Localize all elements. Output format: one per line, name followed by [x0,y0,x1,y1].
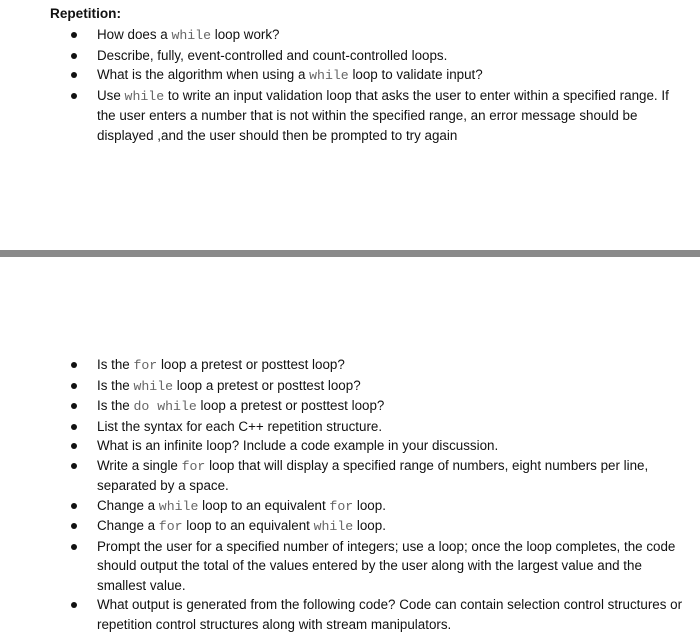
list-item [0,46,700,66]
code-keyword: while [313,519,354,534]
list-item [0,537,700,596]
code-keyword: while [171,28,212,43]
item-text: loop work? [211,27,280,42]
item-text: loop a pretest or posttest loop? [173,377,361,393]
list-item [0,417,700,437]
list-item [0,376,700,397]
bullet-icon [71,503,77,509]
item-text: loop that will display a specified range of numbers, eight numbers per line, separated by a space. [97,457,649,493]
list-item [0,355,700,376]
item-text: Change a [97,518,159,533]
item-text: Is the [97,357,134,372]
item-text: Describe, fully, event-controlled and count-controlled loops. [97,47,448,63]
item-text: Is the [97,377,134,393]
list-item [0,516,700,537]
item-text: What is an infinite loop? Include a code example in your discussion. [97,438,499,453]
code-keyword: while [133,378,174,394]
item-text: Change a [97,497,159,513]
item-text: loop a pretest or posttest loop? [157,357,345,372]
item-text: loop to an equivalent [198,497,330,513]
bullet-icon [71,602,77,608]
list-item [0,65,700,86]
code-keyword: for [181,458,206,474]
bullet-icon [71,523,77,529]
code-keyword: while [124,88,165,104]
bottom-question-list [0,355,700,634]
bullet-icon [71,362,77,368]
section-divider [0,250,700,257]
code-keyword: for [158,519,183,534]
item-text: loop to an equivalent [182,518,314,533]
bullet-icon [71,53,77,59]
item-text: How does a [97,27,172,42]
bullet-icon [71,443,77,449]
bullet-icon [71,463,77,469]
code-keyword: for [133,358,158,373]
item-text: loop a pretest or posttest loop? [196,398,385,413]
list-item [0,86,700,146]
top-question-list [0,25,700,145]
item-text: What output is generated from the following code? Code can contain selection control structures or repetition control structures along with stream manipulators. [97,597,683,632]
bullet-icon [71,383,77,389]
code-keyword: for [329,498,354,514]
list-item [0,496,700,517]
item-text: loop to validate input? [348,67,483,82]
bullet-icon [71,93,77,99]
item-text: What is the algorithm when using a [97,67,310,82]
item-text: loop. [353,497,386,513]
code-keyword: do while [133,399,197,414]
item-text: List the syntax for each C++ repetition structure. [97,418,383,434]
list-item [0,456,700,496]
list-item [0,595,700,634]
list-item [0,436,700,456]
list-item [0,396,700,417]
item-text: Is the [97,398,134,413]
bullet-icon [71,72,77,78]
code-keyword: while [158,498,199,514]
bullet-icon [71,403,77,409]
item-text: Prompt the user for a specified number of integers; use a loop; once the loop completes, the code should output the total of the values entered by the user along with the largest value and the smallest value. [97,538,676,593]
bullet-icon [71,32,77,38]
code-keyword: while [309,68,349,83]
item-text: to write an input validation loop that asks the user to enter within a specified range. If the user enters a number that is not within the specified range, an error message should be displayed ,and the user should then be prompted to try again [97,87,669,143]
item-text: Write a single [97,457,182,473]
bullet-icon [71,424,77,430]
item-text: Use [97,87,125,103]
list-item [0,25,700,46]
repetition-heading: Repetition: [50,6,121,21]
item-text: loop. [353,518,386,533]
bullet-icon [71,544,77,550]
